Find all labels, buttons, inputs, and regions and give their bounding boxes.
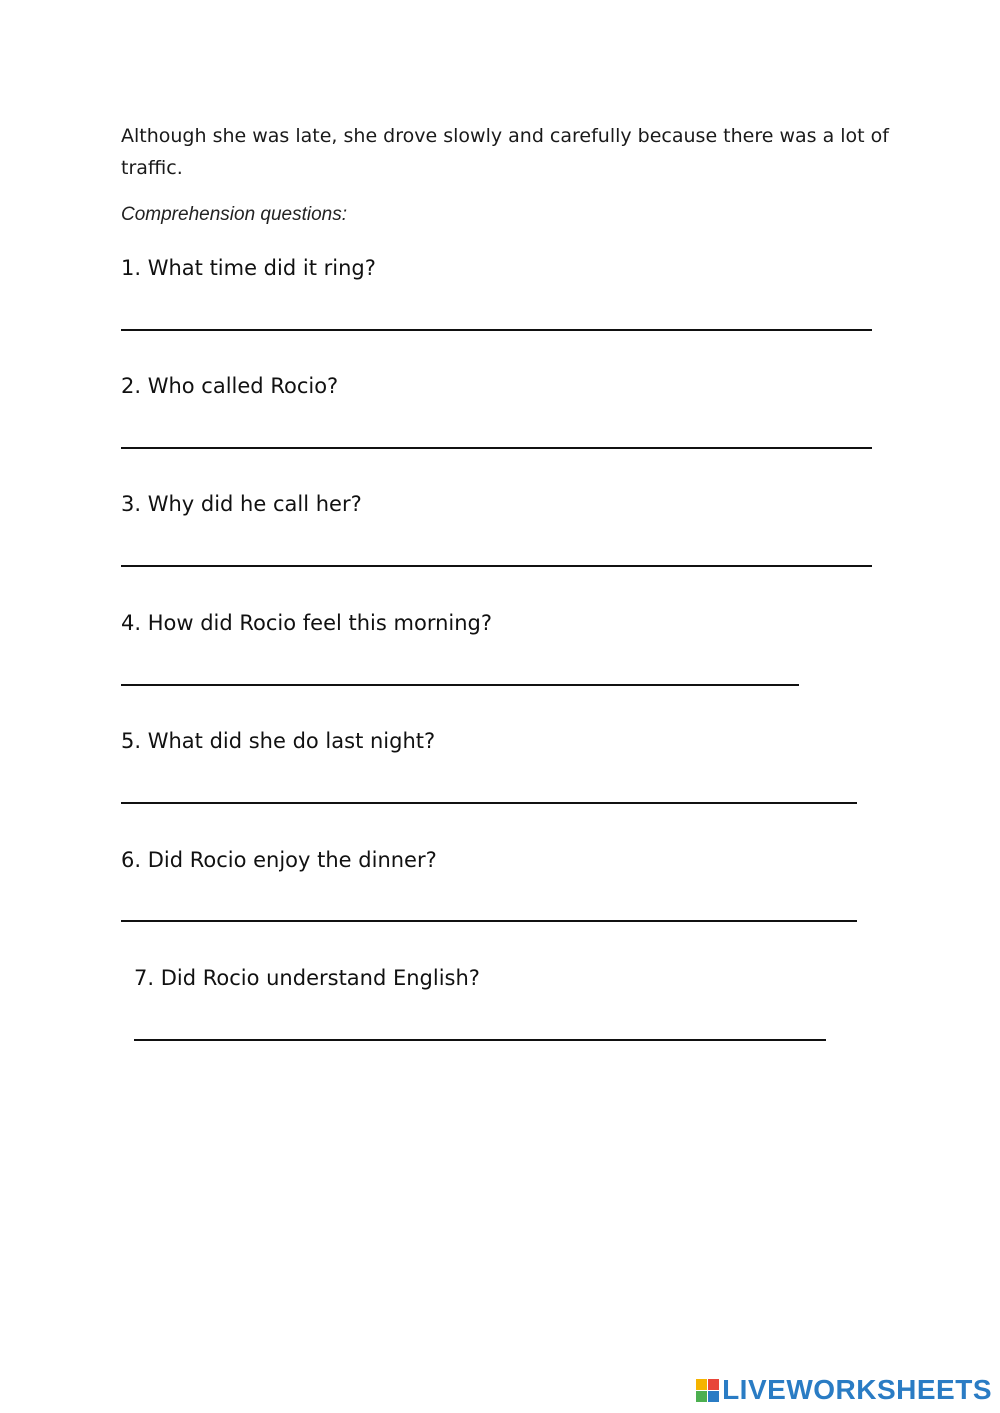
answer-line-2[interactable] — [121, 447, 872, 449]
liveworksheets-logo[interactable] — [696, 1373, 992, 1407]
question-1: 1. What time did it ring? — [121, 256, 376, 280]
question-7: 7. Did Rocio understand English? — [134, 966, 480, 990]
question-5: 5. What did she do last night? — [121, 729, 436, 753]
answer-line-5[interactable] — [121, 802, 857, 804]
logo-mark-square — [696, 1391, 707, 1402]
answer-line-1[interactable] — [121, 329, 872, 331]
comprehension-heading: Comprehension questions: — [121, 204, 348, 225]
logo-mark-square — [708, 1391, 719, 1402]
question-2: 2. Who called Rocio? — [121, 374, 339, 398]
question-4: 4. How did Rocio feel this morning? — [121, 611, 493, 635]
question-6: 6. Did Rocio enjoy the dinner? — [121, 848, 437, 872]
question-3: 3. Why did he call her? — [121, 492, 362, 516]
logo-text: LIVEWORKSHEETS — [722, 1374, 992, 1405]
answer-line-4[interactable] — [121, 684, 799, 686]
logo-mark-square — [708, 1379, 719, 1390]
logo-mark-square — [696, 1379, 707, 1390]
answer-line-3[interactable] — [121, 565, 872, 567]
answer-line-6[interactable] — [121, 920, 857, 922]
answer-line-7[interactable] — [134, 1039, 826, 1041]
logo-mark-icon — [696, 1379, 719, 1402]
intro-paragraph: Although she was late, she drove slowly and carefully because there was a lot of traffic. — [121, 125, 889, 179]
